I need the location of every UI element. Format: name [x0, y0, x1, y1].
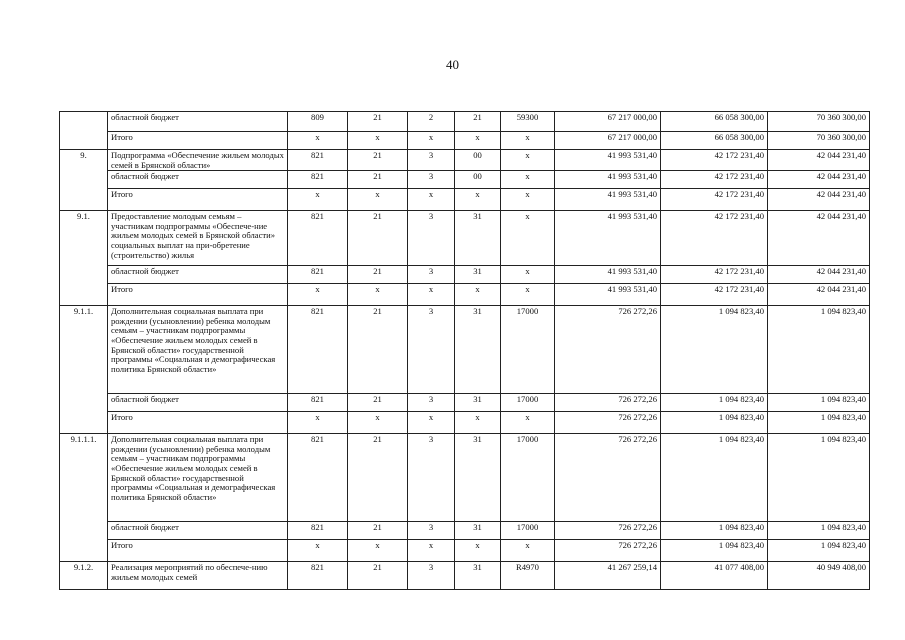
code-direction: х	[501, 412, 555, 434]
code-subprogram: 3	[408, 266, 455, 284]
code-direction: х	[501, 132, 555, 150]
amount-year-2: 42 172 231,40	[661, 171, 768, 189]
table-row	[60, 522, 870, 540]
amount-year-2: 42 172 231,40	[661, 211, 768, 266]
amount-year-3: 42 044 231,40	[768, 266, 870, 284]
table-body	[60, 112, 870, 590]
code-ministry: х	[288, 412, 348, 434]
amount-year-2: 1 094 823,40	[661, 394, 768, 412]
budget-table	[59, 111, 870, 590]
row-index: 9.	[60, 150, 108, 211]
amount-year-3: 42 044 231,40	[768, 211, 870, 266]
code-direction: х	[501, 150, 555, 171]
code-subprogram: х	[408, 132, 455, 150]
row-name: Дополнительная социальная выплата при рождении (усыновлении) ребенка молодым семьям – участникам подпрограммы «Обеспечение жильем молодых семей в Брянской области» государственной программы «Социальная и демографическая политика Брянской области»	[108, 434, 288, 522]
page-number: 40	[446, 57, 459, 72]
code-ministry: 821	[288, 211, 348, 266]
amount-year-1: 41 993 531,40	[555, 284, 661, 306]
table-row	[60, 284, 870, 306]
amount-year-1: 41 993 531,40	[555, 211, 661, 266]
code-program: 21	[348, 562, 408, 590]
code-direction: 59300	[501, 112, 555, 132]
amount-year-3: 1 094 823,40	[768, 394, 870, 412]
amount-year-3: 1 094 823,40	[768, 412, 870, 434]
row-index: 9.1.	[60, 211, 108, 306]
amount-year-2: 1 094 823,40	[661, 434, 768, 522]
code-main-event: 00	[455, 150, 501, 171]
code-subprogram: х	[408, 189, 455, 211]
table-row	[60, 394, 870, 412]
amount-year-1: 41 993 531,40	[555, 189, 661, 211]
code-program: 21	[348, 434, 408, 522]
table-row	[60, 266, 870, 284]
row-name: Итого	[108, 540, 288, 562]
code-subprogram: 3	[408, 562, 455, 590]
amount-year-2: 1 094 823,40	[661, 306, 768, 394]
amount-year-3: 1 094 823,40	[768, 306, 870, 394]
code-direction: R4970	[501, 562, 555, 590]
amount-year-3: 40 949 408,00	[768, 562, 870, 590]
row-name: областной бюджет	[108, 112, 288, 132]
code-ministry: 821	[288, 150, 348, 171]
amount-year-2: 1 094 823,40	[661, 412, 768, 434]
amount-year-3: 70 360 300,00	[768, 132, 870, 150]
code-main-event: 31	[455, 434, 501, 522]
table-row	[60, 540, 870, 562]
code-subprogram: х	[408, 284, 455, 306]
amount-year-1: 726 272,26	[555, 412, 661, 434]
code-program: х	[348, 540, 408, 562]
code-ministry: 809	[288, 112, 348, 132]
code-ministry: 821	[288, 394, 348, 412]
code-subprogram: 3	[408, 434, 455, 522]
amount-year-3: 1 094 823,40	[768, 434, 870, 522]
code-direction: 17000	[501, 434, 555, 522]
code-program: х	[348, 284, 408, 306]
code-subprogram: 3	[408, 522, 455, 540]
table-row	[60, 150, 870, 171]
row-name: Подпрограмма «Обеспечение жильем молодых семей в Брянской области»	[108, 150, 288, 171]
code-subprogram: 2	[408, 112, 455, 132]
amount-year-1: 67 217 000,00	[555, 132, 661, 150]
code-ministry: 821	[288, 171, 348, 189]
amount-year-1: 726 272,26	[555, 394, 661, 412]
row-name: Итого	[108, 412, 288, 434]
code-subprogram: х	[408, 540, 455, 562]
amount-year-3: 42 044 231,40	[768, 171, 870, 189]
amount-year-2: 1 094 823,40	[661, 540, 768, 562]
amount-year-1: 726 272,26	[555, 434, 661, 522]
amount-year-3: 42 044 231,40	[768, 150, 870, 171]
code-main-event: х	[455, 412, 501, 434]
amount-year-2: 42 172 231,40	[661, 284, 768, 306]
table-row	[60, 306, 870, 394]
amount-year-3: 42 044 231,40	[768, 284, 870, 306]
code-main-event: х	[455, 540, 501, 562]
row-name: областной бюджет	[108, 266, 288, 284]
code-program: 21	[348, 266, 408, 284]
amount-year-2: 66 058 300,00	[661, 132, 768, 150]
code-direction: х	[501, 171, 555, 189]
row-name: Реализация мероприятий по обеспече-нию жильем молодых семей	[108, 562, 288, 590]
code-ministry: 821	[288, 306, 348, 394]
table-row	[60, 132, 870, 150]
table-row	[60, 211, 870, 266]
amount-year-1: 726 272,26	[555, 522, 661, 540]
table-row	[60, 112, 870, 132]
row-index: 9.1.2.	[60, 562, 108, 590]
code-main-event: 00	[455, 171, 501, 189]
table-row	[60, 434, 870, 522]
amount-year-2: 1 094 823,40	[661, 522, 768, 540]
code-main-event: 31	[455, 394, 501, 412]
table-row	[60, 562, 870, 590]
amount-year-2: 42 172 231,40	[661, 266, 768, 284]
amount-year-3: 42 044 231,40	[768, 189, 870, 211]
code-main-event: 31	[455, 562, 501, 590]
code-subprogram: 3	[408, 150, 455, 171]
code-ministry: 821	[288, 522, 348, 540]
code-ministry: х	[288, 189, 348, 211]
code-main-event: 31	[455, 306, 501, 394]
code-main-event: х	[455, 189, 501, 211]
code-program: 21	[348, 112, 408, 132]
amount-year-1: 41 993 531,40	[555, 266, 661, 284]
code-main-event: 21	[455, 112, 501, 132]
code-ministry: 821	[288, 266, 348, 284]
amount-year-3: 1 094 823,40	[768, 540, 870, 562]
row-name: областной бюджет	[108, 171, 288, 189]
code-program: 21	[348, 522, 408, 540]
code-program: 21	[348, 394, 408, 412]
row-name: областной бюджет	[108, 522, 288, 540]
code-ministry: 821	[288, 434, 348, 522]
code-program: 21	[348, 150, 408, 171]
row-index	[60, 112, 108, 150]
code-main-event: 31	[455, 211, 501, 266]
code-direction: 17000	[501, 306, 555, 394]
code-subprogram: 3	[408, 394, 455, 412]
amount-year-2: 42 172 231,40	[661, 150, 768, 171]
row-name: Дополнительная социальная выплата при рождении (усыновлении) ребенка молодым семьям – участникам подпрограммы «Обеспечение жильем молодых семей в Брянской области» государственной программы «Социальная и демографическая политика Брянской области»	[108, 306, 288, 394]
amount-year-1: 67 217 000,00	[555, 112, 661, 132]
table-row	[60, 412, 870, 434]
code-program: х	[348, 189, 408, 211]
code-program: х	[348, 132, 408, 150]
code-direction: х	[501, 284, 555, 306]
code-main-event: х	[455, 132, 501, 150]
code-direction: х	[501, 266, 555, 284]
row-name: Итого	[108, 284, 288, 306]
amount-year-1: 41 267 259,14	[555, 562, 661, 590]
code-ministry: 821	[288, 562, 348, 590]
code-subprogram: х	[408, 412, 455, 434]
code-program: 21	[348, 306, 408, 394]
amount-year-2: 66 058 300,00	[661, 112, 768, 132]
table-row	[60, 171, 870, 189]
code-main-event: х	[455, 284, 501, 306]
row-index: 9.1.1.	[60, 306, 108, 434]
code-program: х	[348, 412, 408, 434]
code-direction: х	[501, 211, 555, 266]
row-name: областной бюджет	[108, 394, 288, 412]
code-ministry: х	[288, 284, 348, 306]
amount-year-1: 726 272,26	[555, 540, 661, 562]
code-main-event: 31	[455, 522, 501, 540]
table-row	[60, 189, 870, 211]
code-subprogram: 3	[408, 306, 455, 394]
code-subprogram: 3	[408, 211, 455, 266]
code-ministry: х	[288, 540, 348, 562]
amount-year-1: 726 272,26	[555, 306, 661, 394]
code-ministry: х	[288, 132, 348, 150]
amount-year-3: 1 094 823,40	[768, 522, 870, 540]
row-index: 9.1.1.1.	[60, 434, 108, 562]
amount-year-2: 41 077 408,00	[661, 562, 768, 590]
code-subprogram: 3	[408, 171, 455, 189]
code-main-event: 31	[455, 266, 501, 284]
code-program: 21	[348, 171, 408, 189]
code-direction: 17000	[501, 394, 555, 412]
code-direction: х	[501, 540, 555, 562]
amount-year-2: 42 172 231,40	[661, 189, 768, 211]
amount-year-1: 41 993 531,40	[555, 171, 661, 189]
row-name: Предоставление молодым семьям – участникам подпрограммы «Обеспече-ние жильем молодых семей в Брянской области» социальных выплат на при-обретение (строительство) жилья	[108, 211, 288, 266]
amount-year-3: 70 360 300,00	[768, 112, 870, 132]
code-program: 21	[348, 211, 408, 266]
amount-year-1: 41 993 531,40	[555, 150, 661, 171]
row-name: Итого	[108, 189, 288, 211]
row-name: Итого	[108, 132, 288, 150]
code-direction: 17000	[501, 522, 555, 540]
code-direction: х	[501, 189, 555, 211]
